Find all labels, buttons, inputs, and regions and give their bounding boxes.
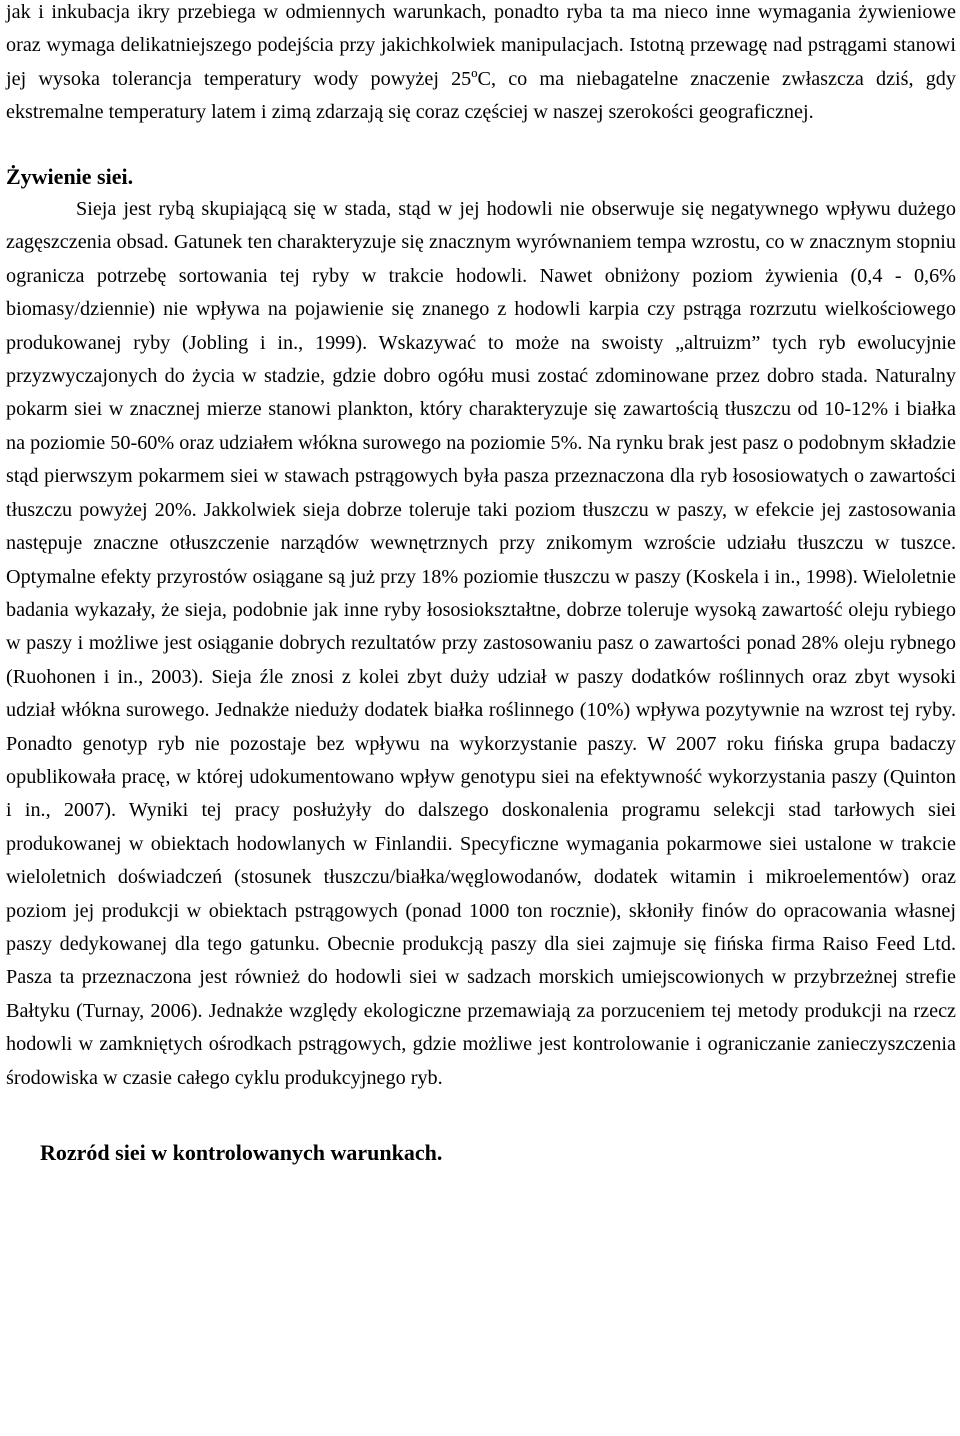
intro-paragraph bbox=[6, 0, 956, 130]
section-heading: Żywienie siei. bbox=[6, 163, 134, 189]
intro-paragraph-text: jak i inkubacja ikry przebiega w odmiennych warunkach, ponadto ryba ta ma nieco inne wymagania żywieniowe oraz wymaga delikatniejszego podejścia przy jakichkolwiek manipulacjach. Istotną przewagę nad pstrągami stanowi jej wysoka tolerancja temperatury wody powyżej 25ºC, co ma niebagatelne znaczenie zwłaszcza dziś, gdy ekstremalne temperatury latem i zimą zdarzają się coraz częściej w naszej szerokości geograficznej. bbox=[6, 1, 956, 124]
next-section-heading: Rozród siei w kontrolowanych warunkach. bbox=[40, 1140, 443, 1165]
body-paragraph bbox=[6, 193, 956, 1095]
document-page bbox=[6, 0, 956, 1169]
spacer bbox=[6, 130, 956, 160]
body-paragraph-text: Sieja jest rybą skupiającą się w stada, stąd w jej hodowli nie obserwuje się negatywnego wpływu dużego zagęszczenia obsad. Gatunek ten charakteryzuje się znacznym wyrównaniem tempa wzrostu, co w znacznym stopniu ogranicza potrzebę sortowania tej ryby w trakcie hodowli. Nawet obniżony poziom żywienia (0,4 - 0,6% biomasy/dziennie) nie wpływa na pojawienie się znanego z hodowli karpia czy pstrąga rozrzutu wielkościowego produkowanej ryby (Jobling i in., 1999). Wskazywać to może na swoisty „altruizm” tych ryb ewolucyjnie przyzwyczajonych do życia w stadzie, gdzie dobro ogółu musi zostać zdominowane przez dobro stada. Naturalny pokarm siei w znacznej mierze stanowi plankton, który charakteryzuje się zawartością tłuszczu od 10-12% i białka na poziomie 50-60% oraz udziałem włókna surowego na poziomie 5%. Na rynku brak jest pasz o podobnym składzie stąd pierwszym pokarmem siei w stawach pstrągowych była pasza przeznaczona dla ryb łososiowatych o zawartości tłuszczu powyżej 20%. Jakkolwiek sieja dobrze toleruje taki poziom tłuszczu w paszy, w efekcie jej zastosowania następuje znaczne otłuszczenie narządów wewnętrznych przy znikomym wzroście udziału tłuszczu w tuszce. Optymalne efekty przyrostów osiągane są już przy 18% poziomie tłuszczu w paszy (Koskela i in., 1998). Wieloletnie badania wykazały, że sieja, podobnie jak inne ryby łososiokształtne, dobrze toleruje wysoką zawartość oleju rybiego w paszy i możliwe jest osiąganie dobrych rezultatów przy zastosowaniu pasz o zawartości ponad 28% oleju rybnego (Ruohonen i in., 2003). Sieja źle znosi z kolei zbyt duży udział w paszy dodatków roślinnych oraz zbyt wysoki udział włókna surowego. Jednakże nieduży dodatek białka roślinnego (10%) wpływa pozytywnie na wzrost tej ryby. Ponadto genotyp ryb nie pozostaje bez wpływu na wykorzystanie paszy. W 2007 roku fińska grupa badaczy opublikowała pracę, w której udokumentowano wpływ genotypu siei na efektywność wykorzystania paszy (Quinton i in., 2007). Wyniki tej pracy posłużyły do dalszego doskonalenia programu selekcji stad tarłowych siei produkowanej w obiektach hodowlanych w Finlandii. Specyficzne wymagania pokarmowe siei ustalone w trakcie wieloletnich doświadczeń (stosunek tłuszczu/białka/węglowodanów, dodatek witamin i mikroelementów) oraz poziom jej produkcji w obiektach pstrągowych (ponad 1000 ton rocznie), skłoniły finów do opracowania własnej paszy dedykowanej dla tego gatunku. Obecnie produkcją paszy dla siei zajmuje się fińska firma Raiso Feed Ltd. Pasza ta przeznaczona jest również do hodowli siei w sadzach morskich umiejscowionych w przybrzeżnej strefie Bałtyku (Turnay, 2006). Jednakże względy ekologiczne przemawiają za porzuceniem tej metody produkcji na rzecz hodowli w zamkniętych ośrodkach pstrągowych, gdzie możliwe jest kontrolowanie i ograniczanie zanieczyszczenia środowiska w czasie całego cyklu produkcyjnego ryb. bbox=[6, 198, 956, 1089]
spacer bbox=[6, 1095, 956, 1136]
